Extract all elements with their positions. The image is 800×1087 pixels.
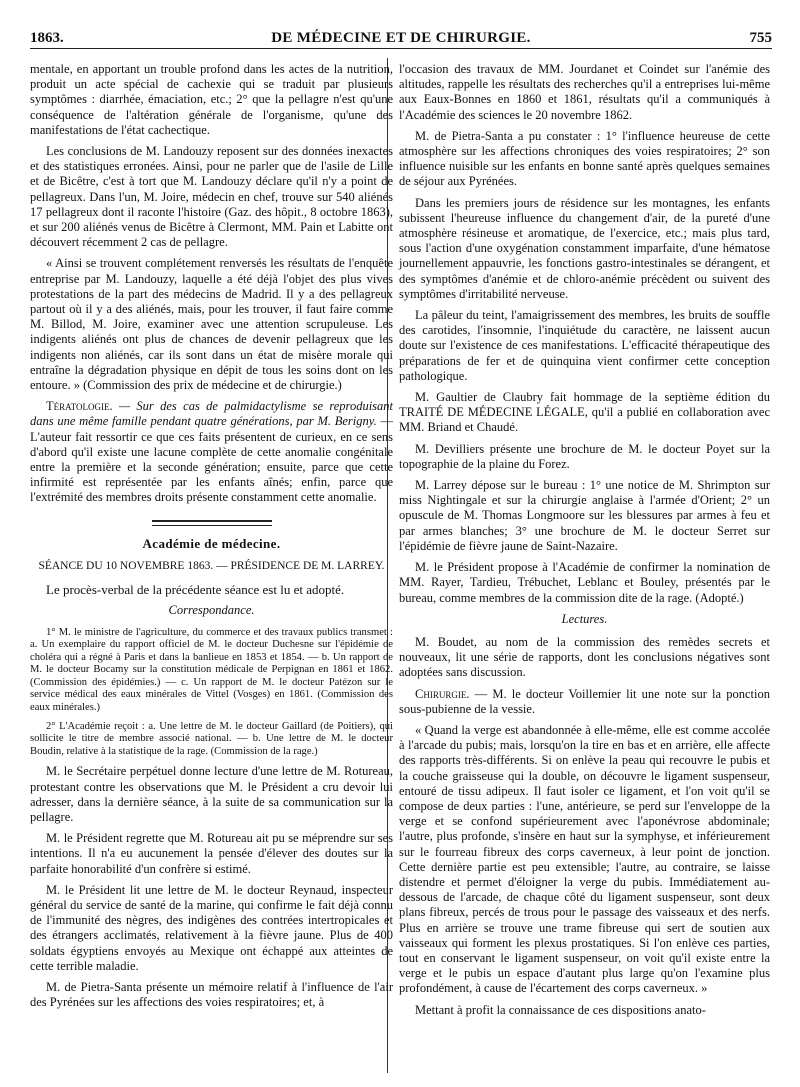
paragraph: M. Boudet, au nom de la commission des remèdes secrets et nouveaux, lit une série de rapports, dont les conclusions négatives sont adoptées sans discussion. [399, 634, 770, 680]
right-column [399, 62, 770, 1024]
paragraph: l'occasion des travaux de MM. Jourdanet et Coindet sur l'anémie des altitudes, rappelle les résultats des recherches qu'il a entreprises lui-même aux Eaux-Bonnes en 1860 et 1861, résultats qu'il a communiqués à l'Académie des sciences le 20 novembre 1862. [399, 62, 770, 122]
paragraph: M. Gaultier de Claubry fait hommage de la septième édition du TRAITÉ DE MÉDECINE LÉGALE, qu'il a publié en collaboration avec MM. Briand et Chaudé. [399, 390, 770, 435]
correspondence-item: 1° M. le ministre de l'agriculture, du commerce et des travaux publics transmet : a. Un exemplaire du rapport officiel de M. le docteur Duchesne sur l'épidémie de choléra qui a régné à Paris et dans la banlieue en 1853 et 1854. — b. Un rapport de M. le docteur Bocamy sur la constitution médicale de Perpignan en 1861 et 1862. (Commission des épidémies.) — c. Un rapport de M. le docteur Patézon sur le service médical des eaux minérales de Vittel (Vosges) en 1861. (Commission des eaux minérales.) [30, 626, 393, 714]
paragraph: M. le Président propose à l'Académie de confirmer la nomination de MM. Rayer, Tardieu, Trébuchet, Leblanc et Bouley, présentés par le bureau, comme membres de la commission dite de la rage. (Adopté.) [399, 560, 770, 605]
paragraph: M. le Président regrette que M. Rotureau ait pu se méprendre sur ses intentions. Il n'a eu aucunement la pensée d'élever des doutes sur la parfaite honorabilité d'un confrère si estimé. [30, 831, 393, 876]
lectures-title: Lectures. [561, 611, 608, 626]
surgery-text: — M. le docteur Voillemier lit une note sur la ponction sous-pubienne de la vessie. [399, 686, 771, 716]
paragraph: M. de Pietra-Santa présente un mémoire relatif à l'influence de l'air des Pyrénées sur les affections des voies respiratoires; et, à [30, 980, 393, 1010]
teratology-paragraph [30, 399, 393, 505]
left-column [30, 62, 393, 1016]
paragraph: M. le Secrétaire perpétuel donne lecture d'une lettre de M. Rotureau, protestant contre les observations que M. le Président a cru devoir lui adresser, dans la dernière séance, à la suite de sa communication sur la pellagre. [30, 764, 393, 825]
paragraph: M. le Président lit une lettre de M. le docteur Reynaud, inspecteur général du service de santé de la marine, qui confirme le fait déjà connu de l'immunité des nègres, des indigènes des contrées intertropicales et des étrangers acclimatés, relativement à la fièvre jaune. Plus de 400 soldats égyptiens envoyés au Mexique ont échappé aux atteintes de cette terrible maladie. [30, 882, 393, 973]
session-line: SÉANCE DU 10 NOVEMBRE 1863. — PRÉSIDENCE DE M. LARREY. [38, 559, 385, 572]
correspondence-title: Correspondance. [168, 603, 255, 618]
paragraph: M. de Pietra-Santa a pu constater : 1° l'influence heureuse de cette atmosphère sur les affections chroniques des voies respiratoires; 2° son influence nuisible sur les enfants en bonne santé après quelques semaines de séjour aux Pyrénées. [399, 128, 770, 189]
correspondence-item: 2° L'Académie reçoit : a. Une lettre de M. le docteur Gaillard (de Poitiers), qui sollicite le titre de membre associé national. — b. Une lettre de M. le docteur Boudin, relative à la statistique de la rage. (Commission de la rage.) [30, 720, 393, 757]
teratology-body: — L'auteur fait ressortir ce que ces faits présentent de curieux, en ce sens d'abord qu'il existe une lacune complète de cette anomalie congénitale entre la première et la seconde génération; ensuite, parce que cette infirmité est représentée par les enfants aînés; enfin, parce que l'extrémité des membres droits présente constamment cette anomalie. [30, 414, 393, 505]
surgery-label: Chirurgie. [415, 686, 470, 701]
minutes-line: Le procès-verbal de la précédente séance est lu et adopté. [46, 582, 345, 598]
paragraph: M. Devilliers présente une brochure de M. le docteur Poyet sur la topographie de la plaine du Forez. [399, 441, 770, 471]
paragraph: mentale, en apportant un trouble profond dans les actes de la nutrition, produit un acte spécial de cachexie qui se traduit par plusieurs symptômes : diarrhée, émaciation, etc.; 2° que la pellagre n'est qu'une conséquence de l'altération générale de l'organisme, qu'une des manifestations de l'état cachectique. [30, 62, 393, 137]
paragraph: « Quand la verge est abandonnée à elle-même, elle est comme accolée à l'arcade du pubis; mais, lorsqu'on la tire en bas et en arrière, elle affecte des rapports très-différents. Si on enlève la peau qui recouvre le pubis et la couche graisseuse qui la double, on découvre le ligament suspenseur, entouré de tissu adipeux. Il faut isoler ce ligament, et l'on voit qu'il se compose de deux parties : l'une, antérieure, se perd sur l'enveloppe de la verge et se confond supérieurement avec l'aponévrose abdominale; l'autre, plus profonde, s'insère en haut sur la symphyse, et inférieurement sur le fourreau fibreux des corps caverneux, à leur point de jonction. Cette dernière partie est peu extensible; l'autre, au contraire, se laisse distendre et permet d'éloigner la verge du pubis. Immédiatement au-dessous de l'arcade, de chaque côté du ligament suspenseur, sont deux plans fibreux, percés de trous pour le passage des vaisseaux et des nerfs. Plus en arrière se trouve une trame fibreuse qui sert de soutien aux vaisseaux qui forment les plexus prostatiques. Si l'on enlève ces parties, tout en conservant le ligament suspenseur, on voit qu'il existe entre la verge et le pubis un espace d'autant plus large qu'on l'examine plus profondément, à cause de l'écartement des corps caverneux. » [399, 722, 770, 996]
section-title: Académie de médecine. [142, 535, 281, 551]
teratology-label: Tératologie. [46, 399, 113, 414]
paragraph: Les conclusions de M. Landouzy reposent sur des données inexactes et des statistiques erronées. Ainsi, pour ne parler que de l'asile de Lille et de Bicêtre, c'est à tort que M. Landouzy déclare qu'il n'y a point de pellagreux. Dans l'un, M. Joire, médecin en chef, trouve sur 540 aliénés 17 pellagreux dont il raconte l'histoire (Gaz. des hôpit., 8 octobre 1863), et sur 200 aliénés venus de Bicêtre à Clermont, MM. Pain et Labitte ont découvert récemment 2 cas de pellagre. [30, 144, 393, 250]
paragraph: « Ainsi se trouvent complétement renversés les résultats de l'enquête entreprise par M. Landouzy, laquelle a été déjà l'objet des plus vives protestations de la part des médecins de Madrid. Il y a des pellagreux partout où il y a des aliénés, mais, pour les trouver, il faut faire comme M. Billod, M. Joire, examiner avec une attention scrupuleuse. Les indigents aliénés ont plus de chances de devenir pellagreux que les indigents non aliénés, car ils sont dans un état de misère morale qui entraîne la dégradation physique en dépit de tous les soins dont on les entoure. » (Commission des prix de médecine et de chirurgie.) [30, 256, 393, 393]
header-title: DE MÉDECINE ET DE CHIRURGIE. [271, 30, 531, 46]
paragraph: Dans les premiers jours de résidence sur les montagnes, les enfants subissent l'heureuse influence du changement d'air, de la pureté d'une atmosphère résineuse et aromatique, de l'exercice, etc.; mais plus tard, sous l'action d'une oxygénation constamment imparfaite, d'une hématose journellement appauvrie, les fonctions gastro-intestinales se dérangent, et des symptômes d'anémie et de chloro-anémie précèdent ou suivent des symptômes d'irritabilité nerveuse. [399, 195, 770, 301]
paragraph: La pâleur du teint, l'amaigrissement des membres, les bruits de souffle des carotides, l'insomnie, l'inquiétude du caractère, ne laissent aucun doute sur l'existence de ces manifestations. L'efficacité thérapeutique des préparations de fer et de quinquina vient confirmer cette conception pathologique. [399, 308, 770, 383]
paragraph: M. Larrey dépose sur le bureau : 1° une notice de M. Shrimpton sur miss Nightingale et sur la chirurgie anglaise à l'armée d'Orient; 2° un opuscule de M. Thomas Longmoore sur les blessures par armes à feu et par armes blanches; 3° une brochure de M. le docteur Serret sur l'épidémie de fièvre jaune de Saint-Nazaire. [399, 478, 770, 553]
teratology-title: — Sur des cas de palmidactylisme se reproduisant dans une même famille pendant quatre générations, par M. Berigny. [30, 399, 394, 429]
surgery-paragraph [399, 687, 770, 717]
section-rule [152, 520, 272, 526]
paragraph: Mettant à profit la connaissance de ces dispositions anato- [415, 1002, 706, 1017]
header-year: 1863. [30, 30, 64, 46]
page-header [30, 26, 772, 49]
page-number: 755 [749, 30, 772, 46]
